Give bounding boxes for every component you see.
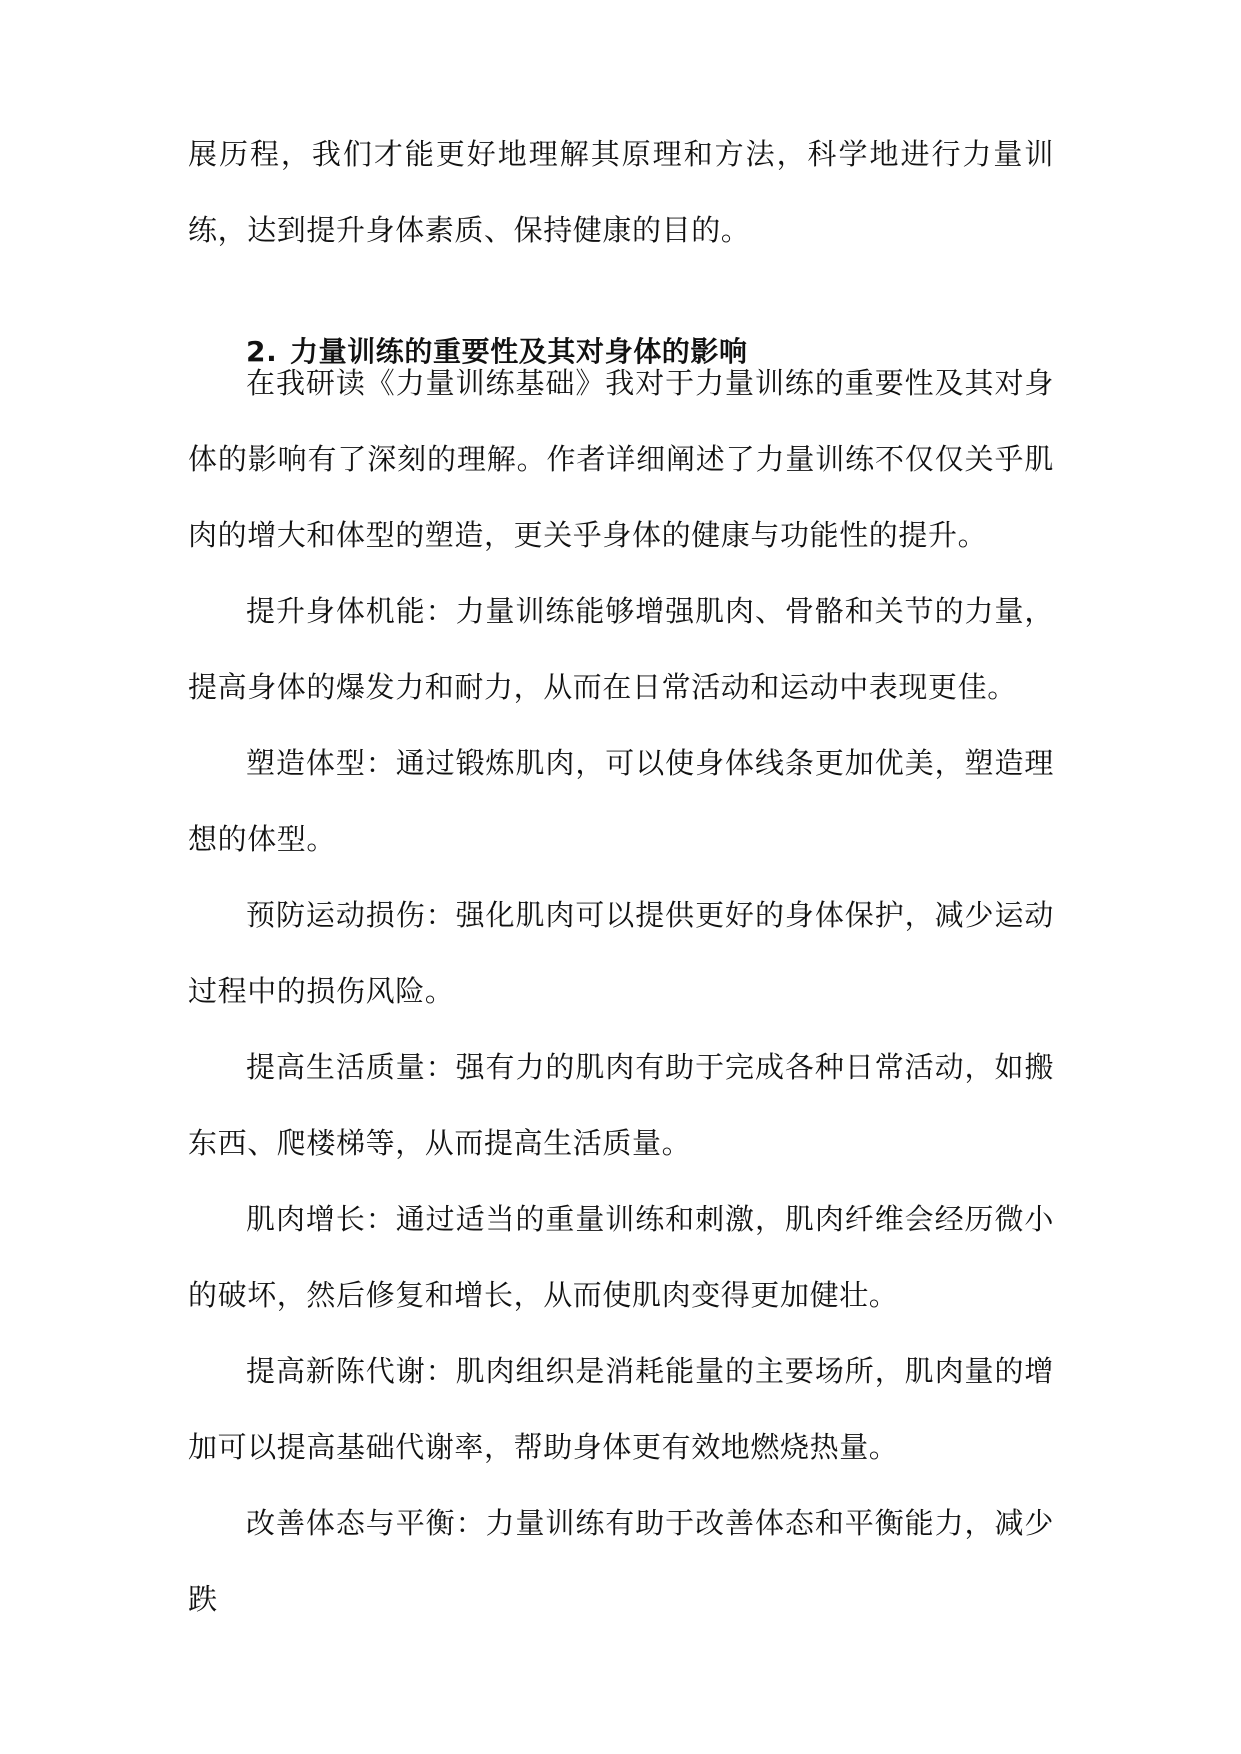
body-paragraph-intro: 在我研读《力量训练基础》我对于力量训练的重要性及其对身体的影响有了深刻的理解。作者详细阐述了力量训练不仅仅关乎肌肉的增大和体型的塑造，更关乎身体的健康与功能性的提升。 (188, 366, 1054, 552)
body-paragraph-injury-prevention: 预防运动损伤：强化肌肉可以提供更好的身体保护，减少运动过程中的损伤风险。 (188, 898, 1054, 1008)
body-paragraph-quality-of-life: 提高生活质量：强有力的肌肉有助于完成各种日常活动，如搬东西、爬楼梯等，从而提高生活质量。 (188, 1050, 1054, 1160)
section-number: 2. (246, 335, 278, 368)
continued-paragraph: 展历程，我们才能更好地理解其原理和方法，科学地进行力量训练，达到提升身体素质、保持健康的目的。 (188, 137, 1054, 247)
body-paragraph-metabolism: 提高新陈代谢：肌肉组织是消耗能量的主要场所，肌肉量的增加可以提高基础代谢率，帮助身体更有效地燃烧热量。 (188, 1354, 1054, 1464)
body-paragraph-posture-balance: 改善体态与平衡：力量训练有助于改善体态和平衡能力，减少跌 (188, 1506, 1054, 1616)
section-title: 力量训练的重要性及其对身体的影响 (290, 335, 748, 368)
top-paragraph-block (188, 116, 1054, 268)
body-paragraph-muscle-growth: 肌肉增长：通过适当的重量训练和刺激，肌肉纤维会经历微小的破坏，然后修复和增长，从而使肌肉变得更加健壮。 (188, 1202, 1054, 1312)
body-paragraph-body-shape: 塑造体型：通过锻炼肌肉，可以使身体线条更加优美，塑造理想的体型。 (188, 746, 1054, 856)
body-text (188, 345, 1054, 1637)
body-paragraph-body-function: 提升身体机能：力量训练能够增强肌肉、骨骼和关节的力量，提高身体的爆发力和耐力，从而在日常活动和运动中表现更佳。 (188, 594, 1054, 704)
